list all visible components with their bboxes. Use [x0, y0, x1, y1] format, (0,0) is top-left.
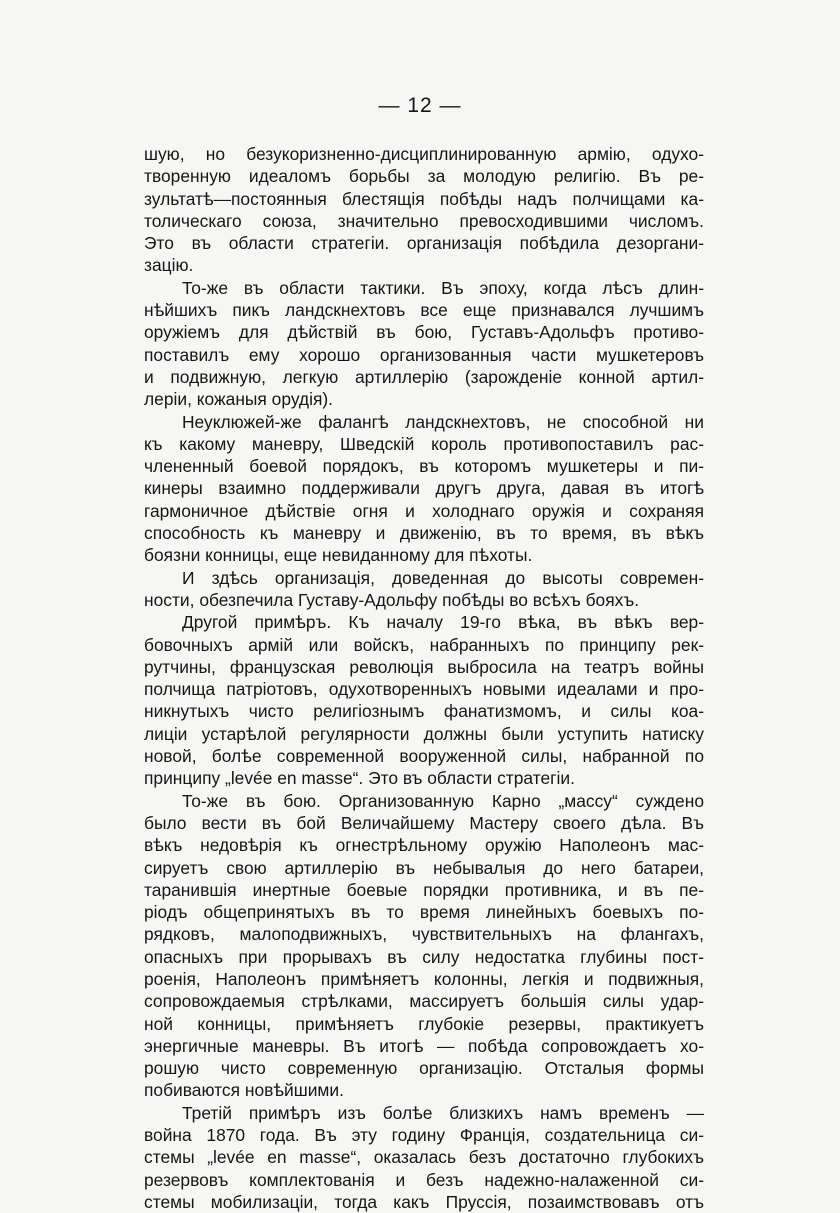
- text-line: гармоничное дѣйствіе огня и холоднаго оружія и сохраняя: [144, 500, 704, 521]
- text-line: Это въ области стратегіи. организація побѣдила дезоргани-: [144, 233, 704, 254]
- text-line: вѣкъ недовѣрія къ огнестрѣльному оружію Наполеонъ мас-: [144, 835, 704, 856]
- text-line: творенную идеаломъ борьбы за молодую религію. Въ ре-: [144, 166, 704, 187]
- text-line: толическаго союза, значительно превосходившими числомъ.: [144, 210, 704, 231]
- text-line: То-же въ области тактики. Въ эпоху, когда лѣсъ длин-: [182, 277, 704, 298]
- text-line: зацію.: [144, 255, 194, 276]
- text-line: боязни конницы, еще невиданному для пѣхоты.: [144, 545, 533, 566]
- text-line: способность къ маневру и движенію, въ то время, въ вѣкъ: [144, 523, 704, 544]
- text-line: стемы „levée en masse“, оказалась безъ достаточно глубокихъ: [144, 1147, 704, 1168]
- text-line: новой, болѣе современной вооруженной силы, набранной по: [144, 746, 704, 767]
- text-line: къ какому маневру, Шведскій король противопоставилъ рас-: [144, 433, 704, 454]
- text-line: То-же въ бою. Организованную Карно „массу“ суждено: [182, 790, 704, 811]
- text-line: бовочныхъ армій или войскъ, набранныхъ по принципу рек-: [144, 634, 704, 655]
- text-line: ной конницы, примѣняетъ глубокіе резервы, практикуетъ: [144, 1013, 704, 1034]
- text-line: шую, но безукоризненно-дисциплинированную армію, одухо-: [144, 144, 704, 164]
- text-line: И здѣсь организація, доведенная до высоты современ-: [182, 567, 704, 588]
- page-number: — 12 —: [378, 94, 462, 117]
- text-line: оружіемъ для дѣйствій въ бою, Густавъ-Адольфъ противо-: [144, 322, 704, 343]
- text-line: Третій примѣръ изъ болѣе близкихъ намъ временъ —: [182, 1102, 704, 1123]
- text-line: нѣйшихъ пикъ ландскнехтовъ все еще признавался лучшимъ: [144, 300, 704, 321]
- text-line: сируетъ свою артиллерію въ небывалыя до него батареи,: [144, 857, 704, 878]
- text-line: опасныхъ при прорывахъ въ силу недостатка глубины пост-: [144, 946, 704, 967]
- text-line: было вести въ бой Величайшему Мастеру своего дѣла. Въ: [144, 812, 704, 833]
- text-line: ности, обезпечила Густаву-Адольфу побѣды во всѣхъ бояхъ.: [144, 589, 640, 610]
- text-line: побиваются новѣйшими.: [144, 1080, 344, 1101]
- text-line: никнутыхъ чисто религіознымъ фанатизмомъ, и силы коа-: [144, 701, 704, 722]
- text-line: роенія, Наполеонъ примѣняетъ колонны, легкія и подвижныя,: [144, 968, 704, 989]
- text-line: сопровождаемыя стрѣлками, массируетъ большія силы удар-: [144, 991, 704, 1012]
- text-line: поставилъ ему хорошо организованныя части мушкетеровъ: [144, 344, 704, 365]
- text-line: принципу „levée en masse“. Это въ области стратегіи.: [144, 768, 575, 789]
- text-line: война 1870 года. Въ эту годину Франція, создательница си-: [144, 1125, 704, 1146]
- text-line: члененный боевой порядокъ, въ которомъ мушкетеры и пи-: [144, 456, 704, 477]
- text-line: ріодъ общепринятыхъ въ то время линейныхъ боевыхъ по-: [144, 902, 704, 923]
- text-line: рутчины, французская революція выбросила на театръ войны: [144, 656, 704, 677]
- text-line: зультатѣ—постоянныя блестящія побѣды надъ полчищами ка-: [144, 188, 704, 209]
- text-line: лиціи устарѣлой регулярности должны были уступить натиску: [144, 723, 704, 744]
- text-line: Неуклюжей-же фалангѣ ландскнехтовъ, не способной ни: [182, 411, 704, 432]
- text-line: рошую чисто современную организацію. Отсталыя формы: [144, 1058, 704, 1079]
- text-line: стемы мобилизаціи, тогда какъ Пруссія, позаимствовавъ отъ: [144, 1191, 704, 1212]
- text-line: Другой примѣръ. Къ началу 19-го вѣка, въ вѣкъ вер-: [182, 612, 704, 633]
- text-line: леріи, кожаныя орудія).: [144, 389, 333, 410]
- text-line: таранившія инертные боевые порядки противника, и въ пе-: [144, 879, 704, 900]
- text-line: полчища патріотовъ, одухотворенныхъ новыми идеалами и про-: [144, 679, 704, 700]
- page-body-text: [144, 143, 704, 1213]
- text-line: энергичные маневры. Въ итогѣ — побѣда сопровождаетъ хо-: [144, 1035, 704, 1056]
- text-line: резервовъ комплектованія и безъ надежно-налаженной си-: [144, 1169, 704, 1190]
- text-line: рядковъ, малоподвижныхъ, чувствительныхъ на флангахъ,: [144, 924, 704, 945]
- text-line: кинеры взаимно поддерживали другъ друга, давая въ итогѣ: [144, 478, 704, 499]
- text-line: и подвижную, легкую артиллерію (зарожденіе конной артил-: [144, 366, 704, 387]
